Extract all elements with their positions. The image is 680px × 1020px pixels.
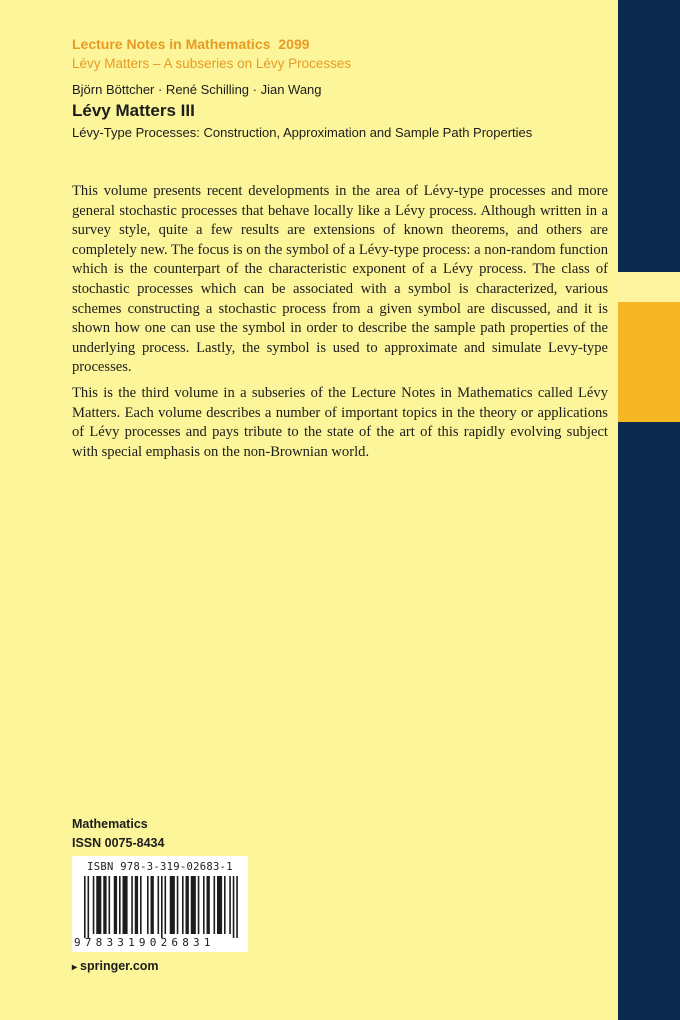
spine-blue-band (618, 0, 680, 1020)
series-line (72, 34, 602, 54)
cover-header (72, 34, 602, 144)
description-paragraph-1: This volume presents recent developments in the area of Lévy-type processes and more general stochastic processes that behave locally like a Lévy process. Although written in a survey style, quite a few results are extensions of known theorems, and others are completely new. The focus is on the symbol of a Lévy-type process: a non-random function which is the counterpart of the characteristic exponent of a Lévy process. The class of stochastic processes which can be associated with a symbol is characterized, various schemes constructing a stochastic process from a given symbol are discussed, and it is shown how one can use the symbol in order to describe the sample path properties of the underlying process. Lastly, the symbol is used to approximate and simulate Levy-type processes. (72, 183, 608, 376)
series-number: 2099 (278, 36, 310, 52)
isbn-digits: 9783319026831 (74, 936, 215, 949)
book-subtitle: Lévy-Type Processes: Construction, Approximation and Sample Path Properties (72, 125, 533, 140)
subject-label: Mathematics (72, 817, 148, 831)
series-name: Lecture Notes in Mathematics (72, 36, 271, 52)
book-title: Lévy Matters III (72, 101, 195, 120)
website-link[interactable] (72, 957, 159, 977)
subseries-name: Lévy Matters – A subseries on Lévy Processes (72, 56, 352, 71)
website-url: springer.com (80, 959, 159, 973)
issn-label: ISSN 0075-8434 (72, 836, 165, 850)
isbn-label: ISBN 978-3-319-02683-1 (87, 861, 233, 873)
description-paragraph-2: This is the third volume in a subseries of the Lecture Notes in Mathematics called Lévy Matters. Each volume describes a number of important topics in the theory or applications of Lévy processes and pays tribute to the state of the art of this rapidly evolving subject with special emphasis on the non-Brownian world. (72, 384, 608, 460)
barcode-box (72, 856, 248, 952)
spine-orange-band (618, 302, 680, 422)
classification (72, 815, 164, 853)
barcode-icon (84, 876, 238, 938)
spine-pale-band (618, 272, 680, 302)
description (72, 182, 608, 468)
arrow-icon: ▸ (72, 962, 78, 973)
authors: Björn Böttcher · René Schilling · Jian Wang (72, 82, 322, 97)
